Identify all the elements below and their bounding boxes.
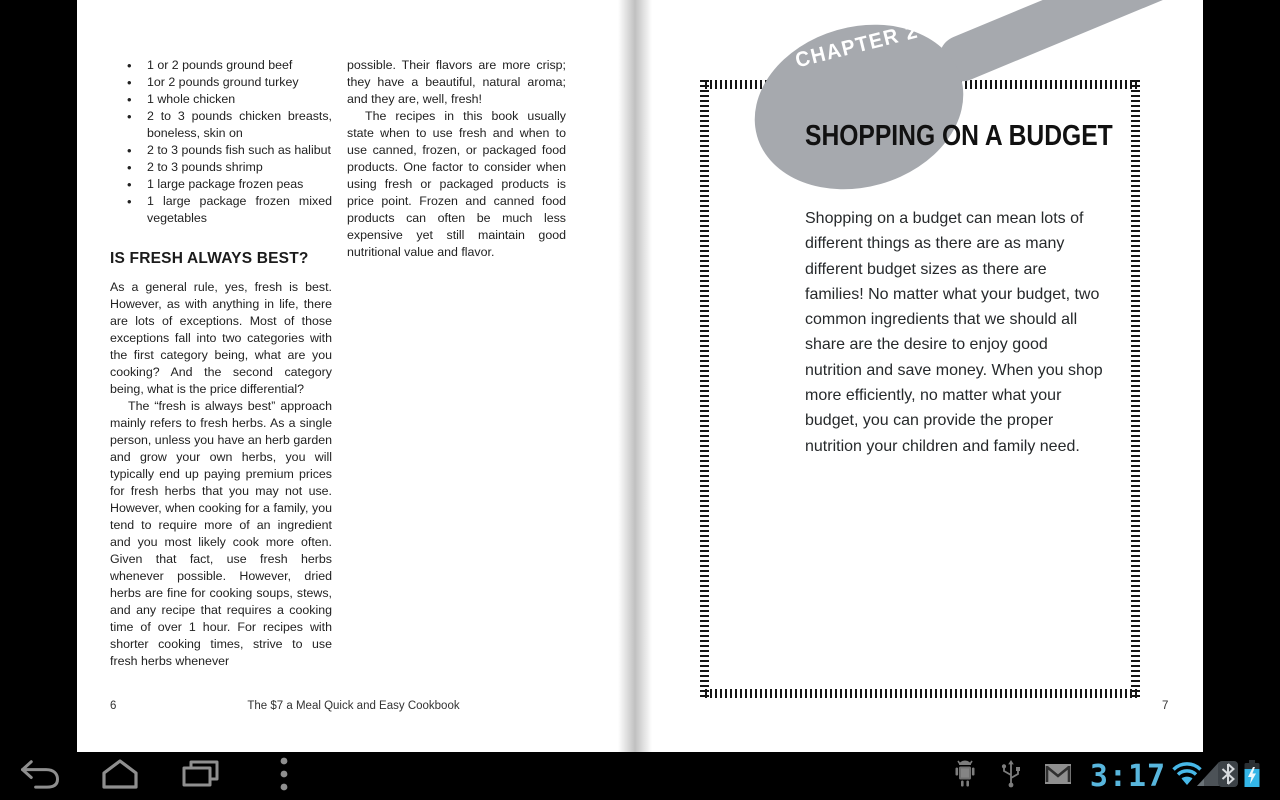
bluetooth-icon xyxy=(1218,760,1238,793)
usb-icon xyxy=(1000,759,1022,794)
list-item: • 2 to 3 pounds shrimp xyxy=(110,159,332,176)
bluetooth-status[interactable] xyxy=(1216,752,1240,800)
battery-charging-icon xyxy=(1243,759,1261,794)
list-item: • 1 or 2 pounds ground beef xyxy=(110,57,332,74)
border-right xyxy=(1131,80,1140,697)
list-item: • 1 large package frozen mixed vegetables xyxy=(110,193,332,227)
paragraph: As a general rule, yes, fresh is best. However, as with anything in life, there are lots of exceptions. Most of those exceptions fall into two categories with the first category being, what are you cooking? And the second category being, what is the price differential? xyxy=(110,280,332,396)
clock-text: 3:17 xyxy=(1089,758,1167,794)
page-number-right: 7 xyxy=(1162,700,1169,712)
book-spread[interactable] xyxy=(77,0,1203,752)
list-item: • 2 to 3 pounds fish such as halibut xyxy=(110,142,332,159)
battery-status[interactable] xyxy=(1240,752,1264,800)
list-item: • 2 to 3 pounds chicken breasts, boneless, skin on xyxy=(110,108,332,142)
chapter-title: SHOPPING ON A BUDGET xyxy=(805,120,1113,152)
ingredient-list xyxy=(110,57,332,227)
text-column-2 xyxy=(347,57,566,261)
android-system-bar xyxy=(0,752,1280,800)
chapter-label: CHAPTER 2 xyxy=(793,19,921,73)
paragraph: The recipes in this book usually state when to use fresh and when to use canned, frozen, or packaged food products. One factor to consider when using fresh or packaged products is price point. Frozen and canned food products can often be much less expensive yet still maintain good nutritional value and flavor. xyxy=(347,109,566,259)
running-footer-title: The $7 a Meal Quick and Easy Cookbook xyxy=(247,700,460,712)
text-column-1 xyxy=(110,279,332,670)
back-button[interactable] xyxy=(8,752,72,800)
usb-debugging-notification[interactable] xyxy=(948,752,982,800)
recents-icon xyxy=(180,758,220,795)
status-clock[interactable] xyxy=(1082,752,1174,800)
home-button[interactable] xyxy=(88,752,152,800)
gmail-icon xyxy=(1044,763,1072,790)
gmail-notification[interactable] xyxy=(1040,752,1076,800)
page-left[interactable] xyxy=(77,0,618,752)
recents-button[interactable] xyxy=(168,752,232,800)
chapter-intro-paragraph: Shopping on a budget can mean lots of different things as there are as many different budget sizes as there are families! No matter what your budget, two common ingredients that we should all share are the desire to enjoy good nutrition and save money. When you shop more efficiently, no matter what your budget, you can provide the proper nutrition your children and family need. xyxy=(805,210,1103,455)
book-gutter-shadow xyxy=(618,0,652,752)
spoon-handle-graphic xyxy=(932,0,1203,88)
menu-button[interactable] xyxy=(252,752,316,800)
android-debug-icon xyxy=(953,760,977,793)
border-left xyxy=(700,80,709,697)
list-item: • 1or 2 pounds ground turkey xyxy=(110,74,332,91)
usb-connected-notification[interactable] xyxy=(994,752,1028,800)
back-icon xyxy=(19,759,61,794)
list-item: • 1 large package frozen peas xyxy=(110,176,332,193)
border-bottom xyxy=(705,689,1138,698)
home-icon xyxy=(100,758,140,795)
section-heading: IS FRESH ALWAYS BEST? xyxy=(110,250,309,267)
paragraph: possible. Their flavors are more crisp; they have a beautiful, natural aroma; and they are, well, fresh! xyxy=(347,58,566,106)
paragraph: The “fresh is always best” approach mainly refers to fresh herbs. As a single person, unless you have an herb garden and grow your own herbs, you will typically end up paying premium prices for fresh herbs that you may not use. However, when cooking for a family, you tend to require more of an ingredient and you most likely cook more often. Given that fact, use fresh herbs whenever possible. However, dried herbs are fine for cooking soups, stews, and any recipe that requires a cooking time of over 1 hour. For recipes with shorter cooking times, strive to use fresh herbs whenever xyxy=(110,399,332,668)
menu-icon xyxy=(279,757,289,796)
list-item: • 1 whole chicken xyxy=(110,91,332,108)
page-number-left: 6 xyxy=(110,700,117,712)
